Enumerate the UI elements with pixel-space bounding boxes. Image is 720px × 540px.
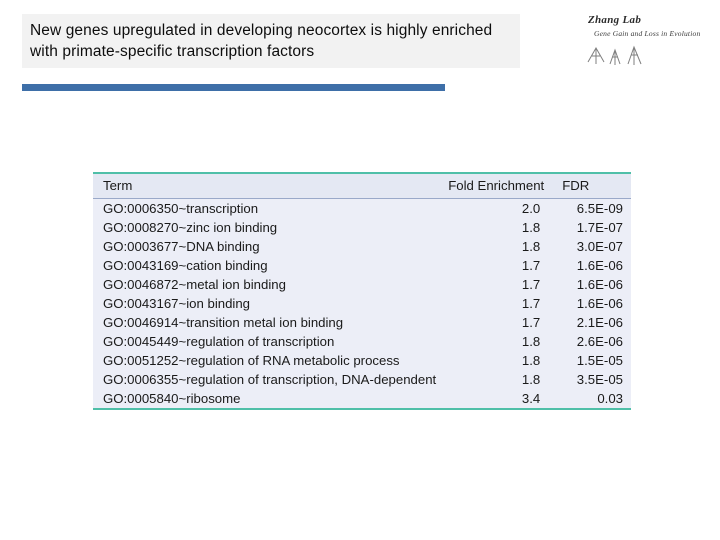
cell-term: GO:0005840~ribosome — [93, 389, 442, 409]
cell-fdr: 1.6E-06 — [576, 296, 623, 311]
cell-fold-enrichment: 1.8 — [521, 334, 541, 349]
cell-term: GO:0006350~transcription — [103, 201, 259, 216]
cell-fdr: 3.5E-05 — [576, 372, 623, 387]
table-row — [93, 294, 631, 313]
cell-fold-enrichment: 1.7 — [521, 277, 541, 292]
table-row — [93, 275, 631, 294]
cell-fdr: 1.5E-05 — [576, 353, 623, 368]
cell-fold-enrichment: 1.8 — [521, 239, 541, 254]
column-header-fdr: FDR — [550, 173, 631, 199]
cell-term: GO:0043167~ion binding — [103, 296, 251, 311]
table-row — [93, 237, 631, 256]
cell-fold-enrichment: 3.4 — [442, 389, 550, 409]
cell-fold-enrichment: 1.8 — [521, 220, 541, 235]
cell-fdr: 1.6E-06 — [576, 277, 623, 292]
cell-fdr: 1.6E-06 — [576, 258, 623, 273]
table-row — [93, 332, 631, 351]
table-row — [93, 370, 631, 389]
table-row — [93, 218, 631, 237]
cell-fdr: 0.03 — [550, 389, 631, 409]
table-body — [93, 199, 631, 410]
table-row — [93, 351, 631, 370]
column-header-term: Term — [93, 173, 442, 199]
go-enrichment-table-container — [93, 172, 631, 410]
title-divider-bar — [22, 84, 445, 91]
cell-fdr: 2.1E-06 — [576, 315, 623, 330]
cell-term: GO:0046872~metal ion binding — [103, 277, 286, 292]
cell-term: GO:0046914~transition metal ion binding — [103, 315, 344, 330]
tree-branch-icon — [584, 38, 652, 66]
column-header-fold-enrichment: Fold Enrichment — [442, 173, 550, 199]
cell-fold-enrichment: 1.7 — [521, 315, 541, 330]
go-enrichment-table — [93, 172, 631, 410]
cell-term: GO:0006355~regulation of transcription, DNA-dependent — [103, 372, 437, 387]
table-row — [93, 256, 631, 275]
cell-fold-enrichment: 1.8 — [521, 372, 541, 387]
table-row — [93, 313, 631, 332]
table-header-row — [93, 173, 631, 199]
table-row — [93, 199, 631, 219]
page-title: New genes upregulated in developing neocortex is highly enriched with primate-specific transcription factors — [30, 21, 493, 60]
cell-fdr: 6.5E-09 — [576, 201, 623, 216]
cell-fdr: 1.7E-07 — [576, 220, 623, 235]
cell-fold-enrichment: 1.8 — [521, 353, 541, 368]
cell-term: GO:0045449~regulation of transcription — [103, 334, 335, 349]
cell-fold-enrichment: 2.0 — [521, 201, 541, 216]
cell-fold-enrichment: 1.7 — [521, 258, 541, 273]
lab-logo-tagline: Gene Gain and Loss in Evolution — [594, 29, 701, 38]
cell-term: GO:0008270~zinc ion binding — [103, 220, 278, 235]
lab-logo-name: Zhang Lab — [588, 14, 642, 26]
cell-fold-enrichment: 1.7 — [521, 296, 541, 311]
slide-title-box — [22, 14, 520, 68]
cell-fdr: 3.0E-07 — [576, 239, 623, 254]
lab-logo — [560, 10, 710, 68]
cell-term: GO:0003677~DNA binding — [103, 239, 260, 254]
cell-fdr: 2.6E-06 — [576, 334, 623, 349]
cell-term: GO:0043169~cation binding — [103, 258, 268, 273]
table-header — [93, 173, 631, 199]
cell-term: GO:0051252~regulation of RNA metabolic process — [103, 353, 400, 368]
table-row — [93, 389, 631, 409]
